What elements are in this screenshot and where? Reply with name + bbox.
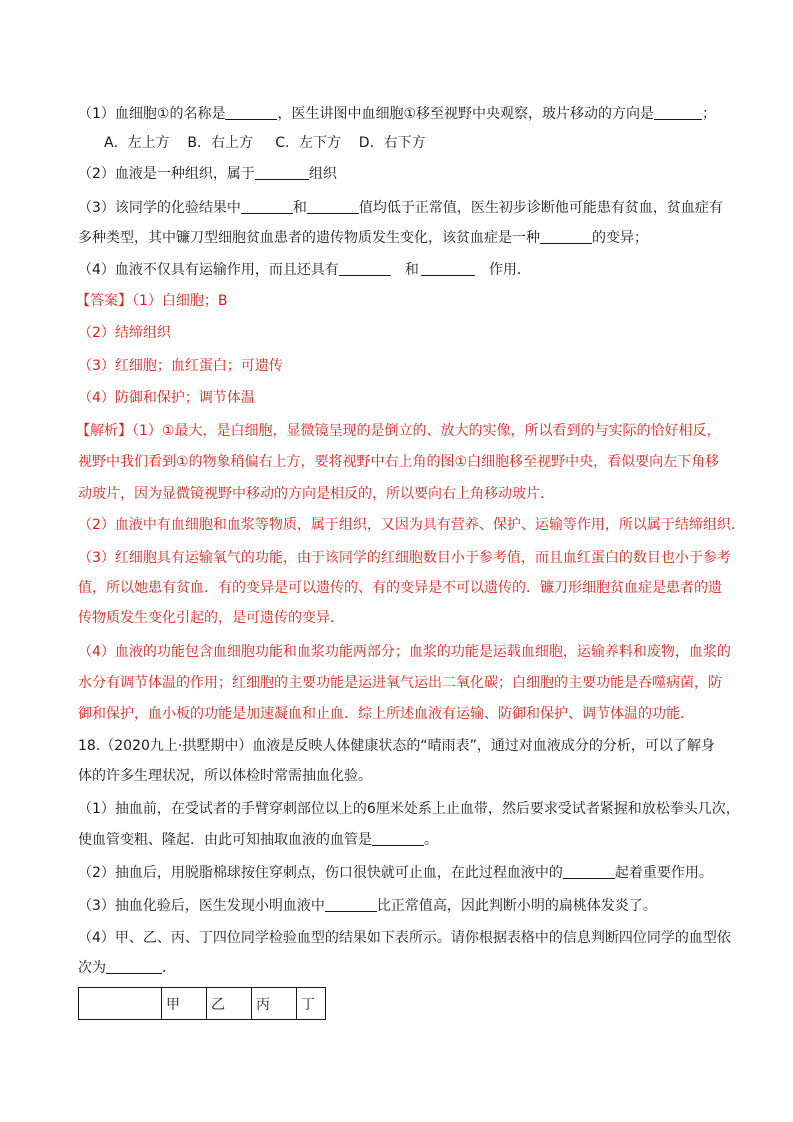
analysis-line-9: 水分有调节体温的作用；红细胞的主要功能是运进氧气运出二氧化碳；白细胞的主要功能是吞噬病菌，防 bbox=[78, 675, 722, 691]
question-part-1 bbox=[78, 104, 716, 124]
answer-tag: 【答案】 bbox=[76, 293, 132, 309]
analysis-line-3: 动玻片，因为显微镜视野中移动的方向是相反的，所以要向右上角移动玻片． bbox=[78, 486, 554, 502]
text: 多种类型，其中镰刀型细胞贫血患者的遗传物质发生变化，该贫血症是一种 bbox=[78, 230, 540, 246]
text: 。 bbox=[424, 832, 438, 848]
answer-blank bbox=[421, 260, 475, 276]
blood-type-table bbox=[78, 987, 326, 1020]
analysis-line-2: 视野中我们看到①的物象稍偏右上方，要将视野中右上角的图①白细胞移至视野中央，看似要向左下角移 bbox=[78, 454, 720, 470]
text: （1）白细胞；B bbox=[132, 293, 228, 309]
analysis-line-4: （2）血液中有血细胞和血浆等物质，属于组织，又因为具有营养、保护、运输等作用，所以属于结缔组织． bbox=[78, 517, 745, 533]
answer-blank bbox=[563, 863, 615, 879]
q18-part-3 bbox=[78, 896, 657, 916]
answer-line-4: （4）防御和保护；调节体温 bbox=[78, 390, 255, 406]
q18-intro-1: 18.（2020九上·拱墅期中）血液是反映人体健康状态的“晴雨表”，通过对血液成分的分析，可以了解身 bbox=[78, 738, 715, 754]
answer-blank bbox=[540, 228, 592, 244]
analysis-line-8: （4）血液的功能包含血细胞功能和血浆功能两部分；血浆的功能是运载血细胞，运输养料和废物，血浆的 bbox=[78, 644, 731, 660]
question-part-4 bbox=[78, 260, 531, 280]
answer-blank bbox=[225, 104, 277, 120]
answer-blank bbox=[106, 958, 162, 974]
text: （2）抽血后，用脱脂棉球按住穿刺点，伤口很快就可止血，在此过程血液中的 bbox=[78, 865, 563, 881]
analysis-line-1 bbox=[76, 421, 720, 441]
text: 和 bbox=[404, 262, 419, 278]
text: （3）该同学的化验结果中 bbox=[78, 200, 241, 216]
text: 比正常值高，因此判断小明的扁桃体发炎了。 bbox=[376, 898, 657, 914]
answer-blank bbox=[654, 104, 702, 120]
answer-blank bbox=[325, 896, 377, 912]
q18-part-4: （4）甲、乙、丙、丁四位同学检验血型的结果如下表所示。请你根据表格中的信息判断四位同学的血型依 bbox=[78, 930, 731, 946]
text: （4）血液不仅具有运输作用，而且还具有 bbox=[78, 262, 339, 278]
question-part-2 bbox=[78, 164, 337, 184]
table-cell: 丁 bbox=[297, 988, 326, 1020]
analysis-tag: 【解析】 bbox=[76, 423, 132, 439]
text: （1）血细胞①的名称是 bbox=[78, 106, 226, 122]
answer-line-2: （2）结缔组织 bbox=[78, 325, 171, 341]
text: 使血管变粗、隆起．由此可知抽取血液的血管是 bbox=[78, 832, 372, 848]
answer-blank bbox=[372, 830, 424, 846]
table-cell: 甲 bbox=[162, 988, 207, 1020]
text: ，医生讲图中血细胞①移至视野中央观察，玻片移动的方向是 bbox=[277, 106, 655, 122]
text: （2）血液是一种组织，属于 bbox=[78, 166, 255, 182]
analysis-line-5: （3）红细胞具有运输氧气的功能，由于该同学的红细胞数目小于参考值，而且血红蛋白的数目也小于参考 bbox=[78, 550, 731, 566]
answer-line-1 bbox=[76, 291, 228, 311]
text: 组织 bbox=[308, 166, 337, 182]
question-part-3-cont bbox=[78, 228, 648, 248]
text: ． bbox=[162, 960, 176, 976]
table-cell bbox=[79, 988, 162, 1020]
answer-blank bbox=[339, 260, 391, 276]
q18-part-2 bbox=[78, 863, 713, 883]
text: 值均低于正常值，医生初步诊断他可能患有贫血，贫血症有 bbox=[358, 200, 723, 216]
table-cell: 丙 bbox=[252, 988, 297, 1020]
analysis-line-10: 御和保护，血小板的功能是加速凝血和止血．综上所述血液有运输、防御和保护、调节体温的功能． bbox=[78, 706, 694, 722]
text: ； bbox=[702, 106, 717, 122]
answer-options: A．左上方 B．右上方 C．左下方 D．右下方 bbox=[104, 135, 426, 151]
text: 起着重要作用。 bbox=[614, 865, 713, 881]
text: （3）抽血化验后，医生发现小明血液中 bbox=[78, 898, 325, 914]
answer-blank bbox=[241, 198, 293, 214]
question-part-3 bbox=[78, 198, 723, 218]
analysis-line-6: 值，所以她患有贫血．有的变异是可以遗传的、有的变异是不可以遗传的．镰刀形细胞贫血症是患者的遗 bbox=[78, 580, 722, 596]
q18-part-1: （1）抽血前，在受试者的手臂穿刺部位以上的6厘米处系上止血带，然后要求受试者紧握和放松拳头几次， bbox=[78, 801, 740, 817]
q18-part-4-cont bbox=[78, 958, 176, 978]
q18-part-1-cont bbox=[78, 830, 438, 850]
text: （1）①最大，是白细胞，显微镜呈现的是倒立的、放大的实像，所以看到的与实际的恰好相反， bbox=[132, 423, 721, 439]
answer-blank bbox=[307, 198, 359, 214]
text: 和 bbox=[292, 200, 307, 216]
table-cell: 乙 bbox=[207, 988, 252, 1020]
text: 次为 bbox=[78, 960, 106, 976]
answer-blank bbox=[255, 164, 309, 180]
answer-line-3: （3）红细胞；血红蛋白；可遗传 bbox=[78, 358, 283, 374]
text: 的变异； bbox=[592, 230, 648, 246]
q18-intro-2: 体的许多生理状况，所以体检时常需抽血化验。 bbox=[78, 768, 372, 784]
text: 作用． bbox=[488, 262, 531, 278]
analysis-line-7: 传物质发生变化引起的，是可遗传的变异． bbox=[78, 610, 344, 626]
table-row bbox=[79, 988, 326, 1020]
